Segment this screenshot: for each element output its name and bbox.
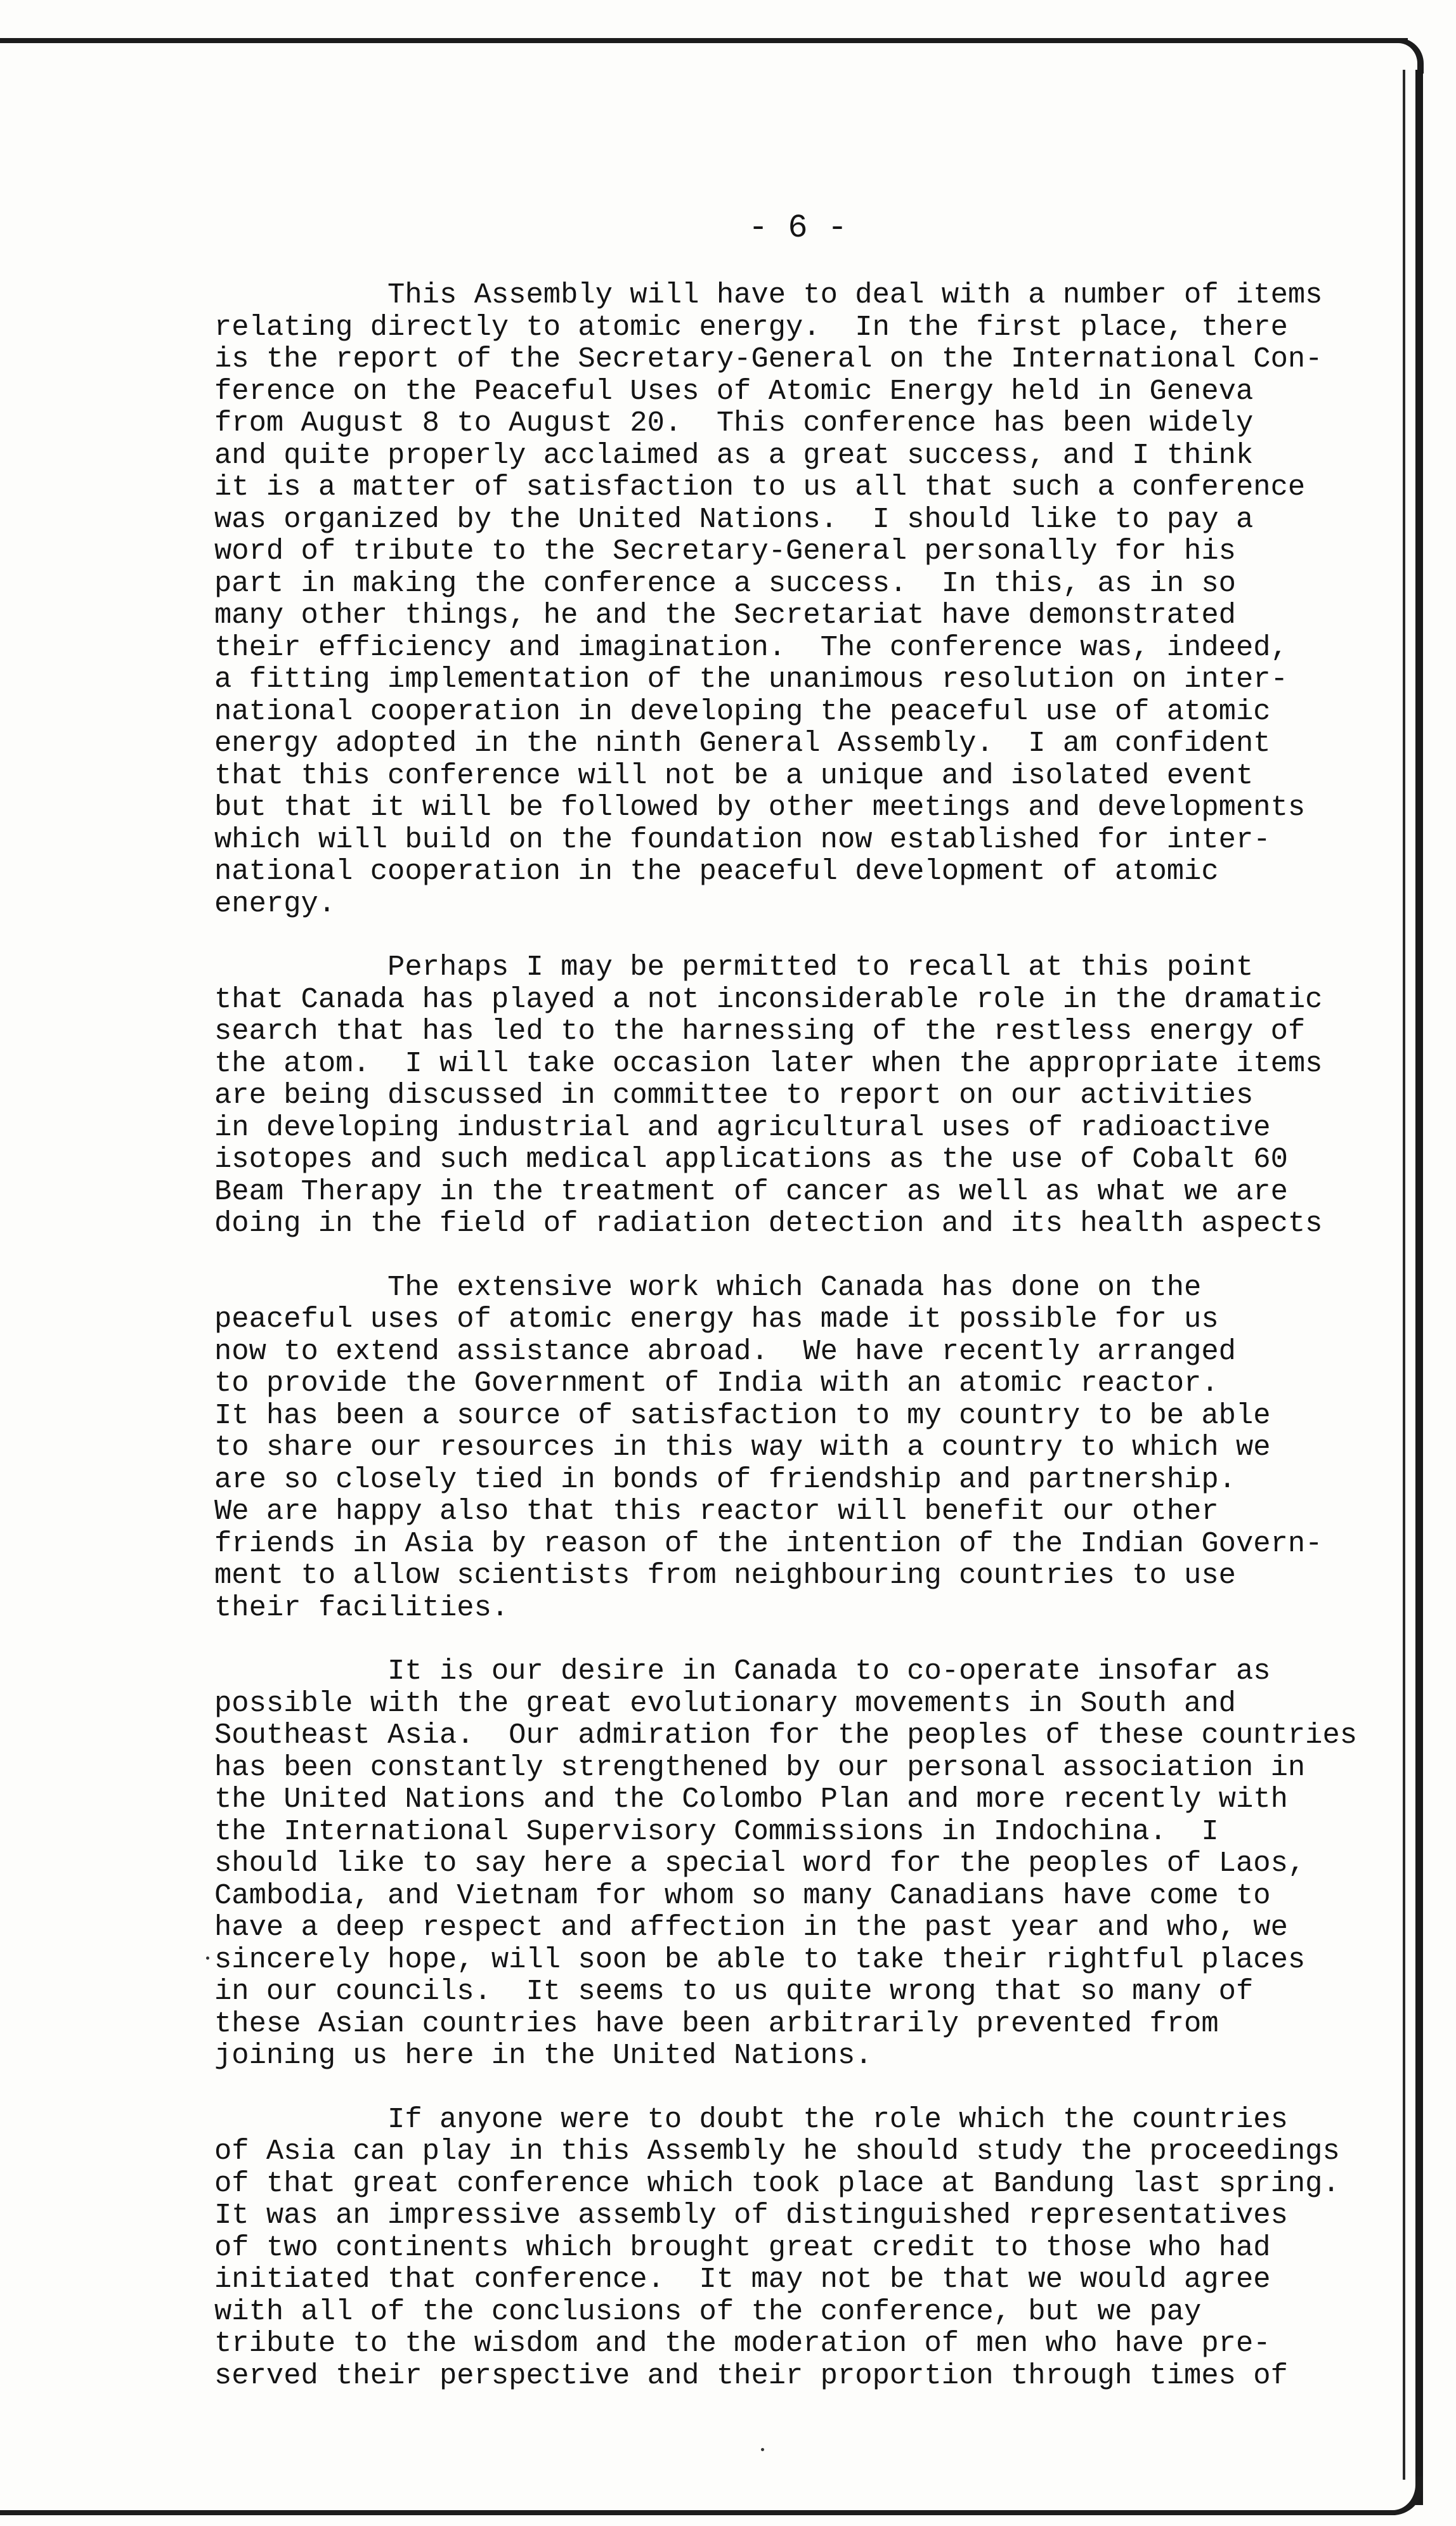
text-line: in our councils. It seems to us quite wrong that so many of	[214, 1975, 1254, 2008]
text-line: It is our desire in Canada to co-operate insofar as	[214, 1655, 1271, 1688]
text-line: is the report of the Secretary-General on the International Con-	[214, 342, 1323, 375]
text-line: national cooperation in developing the peaceful use of atomic	[214, 694, 1271, 728]
text-line: was organized by the United Nations. I should like to pay a	[214, 502, 1254, 536]
text-line: now to extend assistance abroad. We have recently arranged	[214, 1334, 1236, 1368]
page-border-corner-bottom	[1382, 2477, 1423, 2515]
text-line: ment to allow scientists from neighbouring countries to use	[214, 1559, 1236, 1592]
text-line: have a deep respect and affection in the past year and who, we	[214, 1911, 1288, 1944]
text-line: national cooperation in the peaceful development of atomic	[214, 855, 1219, 888]
text-line: the International Supervisory Commissions in Indochina. I	[214, 1814, 1219, 1848]
text-line: are so closely tied in bonds of friendship and partnership.	[214, 1462, 1236, 1496]
text-line: their facilities.	[214, 1591, 509, 1624]
text-line: isotopes and such medical applications as the use of Cobalt 60	[214, 1143, 1288, 1176]
text-line: Beam Therapy in the treatment of cancer as well as what we are	[214, 1175, 1288, 1208]
text-line: many other things, he and the Secretariat have demonstrated	[214, 599, 1236, 632]
text-line: joining us here in the United Nations.	[214, 2039, 873, 2072]
text-line: Cambodia, and Vietnam for whom so many Canadians have come to	[214, 1878, 1271, 1912]
text-line: relating directly to atomic energy. In the first place, there	[214, 310, 1288, 344]
text-line: initiated that conference. It may not be that we would agree	[214, 2263, 1271, 2296]
text-line: a fitting implementation of the unanimous resolution on inter-	[214, 663, 1288, 696]
page-number: - 6 -	[748, 209, 848, 247]
paragraph	[214, 1655, 1407, 2072]
bottom-dot	[761, 2448, 764, 2451]
text-line: energy adopted in the ninth General Assembly. I am confident	[214, 727, 1271, 760]
paragraph	[214, 2104, 1407, 2392]
text-line: tribute to the wisdom and the moderation of men who have pre-	[214, 2327, 1271, 2360]
text-line: search that has led to the harnessing of the restless energy of	[214, 1015, 1306, 1048]
text-line: to share our resources in this way with a country to which we	[214, 1431, 1271, 1464]
body-text	[214, 279, 1407, 2423]
text-line: the atom. I will take occasion later when the appropriate items	[214, 1046, 1323, 1080]
text-line: the United Nations and the Colombo Plan and more recently with	[214, 1783, 1288, 1816]
page-border-bottom	[0, 2510, 1395, 2515]
text-line: that Canada has played a not inconsiderable role in the dramatic	[214, 982, 1323, 1016]
page-border-corner-top	[1392, 38, 1424, 74]
text-line: ference on the Peaceful Uses of Atomic Energy held in Geneva	[214, 374, 1254, 408]
text-line: has been constantly strengthened by our personal association in	[214, 1750, 1306, 1784]
text-line: to provide the Government of India with an atomic reactor.	[214, 1367, 1219, 1400]
text-line: of two continents which brought great credit to those who had	[214, 2230, 1271, 2264]
text-line: It was an impressive assembly of distinguished representatives	[214, 2199, 1288, 2232]
text-line: with all of the conclusions of the conference, but we pay	[214, 2295, 1202, 2328]
page-border-right	[1415, 70, 1423, 2505]
text-line: and quite properly acclaimed as a great success, and I think	[214, 438, 1254, 472]
text-line: served their perspective and their proportion through times of	[214, 2359, 1288, 2392]
text-line: part in making the conference a success. In this, as in so	[214, 566, 1236, 600]
text-line: of Asia can play in this Assembly he should study the proceedings	[214, 2135, 1340, 2168]
text-line: these Asian countries have been arbitrarily prevented from	[214, 2007, 1219, 2040]
text-line: should like to say here a special word for the peoples of Laos,	[214, 1847, 1306, 1880]
text-line: peaceful uses of atomic energy has made it possible for us	[214, 1303, 1219, 1336]
text-line: The extensive work which Canada has done on the	[214, 1270, 1202, 1304]
paragraph	[214, 1272, 1407, 1624]
paragraph	[214, 951, 1407, 1240]
text-line: energy.	[214, 887, 336, 920]
text-line: We are happy also that this reactor will benefit our other	[214, 1495, 1219, 1528]
text-line: their efficiency and imagination. The conference was, indeed,	[214, 630, 1288, 664]
text-line: doing in the field of radiation detection and its health aspects	[214, 1207, 1323, 1240]
text-line: are being discussed in committee to report on our activities	[214, 1079, 1254, 1112]
text-line: in developing industrial and agricultural uses of radioactive	[214, 1110, 1271, 1144]
text-line: but that it will be followed by other meetings and developments	[214, 791, 1306, 824]
text-line: If anyone were to doubt the role which the countries	[214, 2102, 1288, 2136]
text-line: it is a matter of satisfaction to us all that such a conference	[214, 471, 1306, 504]
text-line: possible with the great evolutionary movements in South and	[214, 1686, 1236, 1720]
text-line: friends in Asia by reason of the intention of the Indian Govern-	[214, 1527, 1323, 1560]
margin-dot	[206, 1956, 209, 1960]
text-line: which will build on the foundation now established for inter-	[214, 823, 1271, 856]
text-line: Southeast Asia. Our admiration for the peoples of these countries	[214, 1719, 1358, 1752]
text-line: This Assembly will have to deal with a number of items	[214, 278, 1323, 311]
text-line: It has been a source of satisfaction to my country to be able	[214, 1398, 1271, 1432]
text-line: Perhaps I may be permitted to recall at this point	[214, 951, 1254, 984]
page-border-top	[0, 38, 1408, 43]
text-line: from August 8 to August 20. This conference has been widely	[214, 407, 1254, 439]
text-line: of that great conference which took place at Bandung last spring.	[214, 2166, 1340, 2200]
paragraph	[214, 279, 1407, 920]
text-line: that this conference will not be a unique and isolated event	[214, 758, 1254, 792]
text-line: word of tribute to the Secretary-General personally for his	[214, 535, 1236, 568]
text-line: sincerely hope, will soon be able to take their rightful places	[214, 1943, 1306, 1976]
